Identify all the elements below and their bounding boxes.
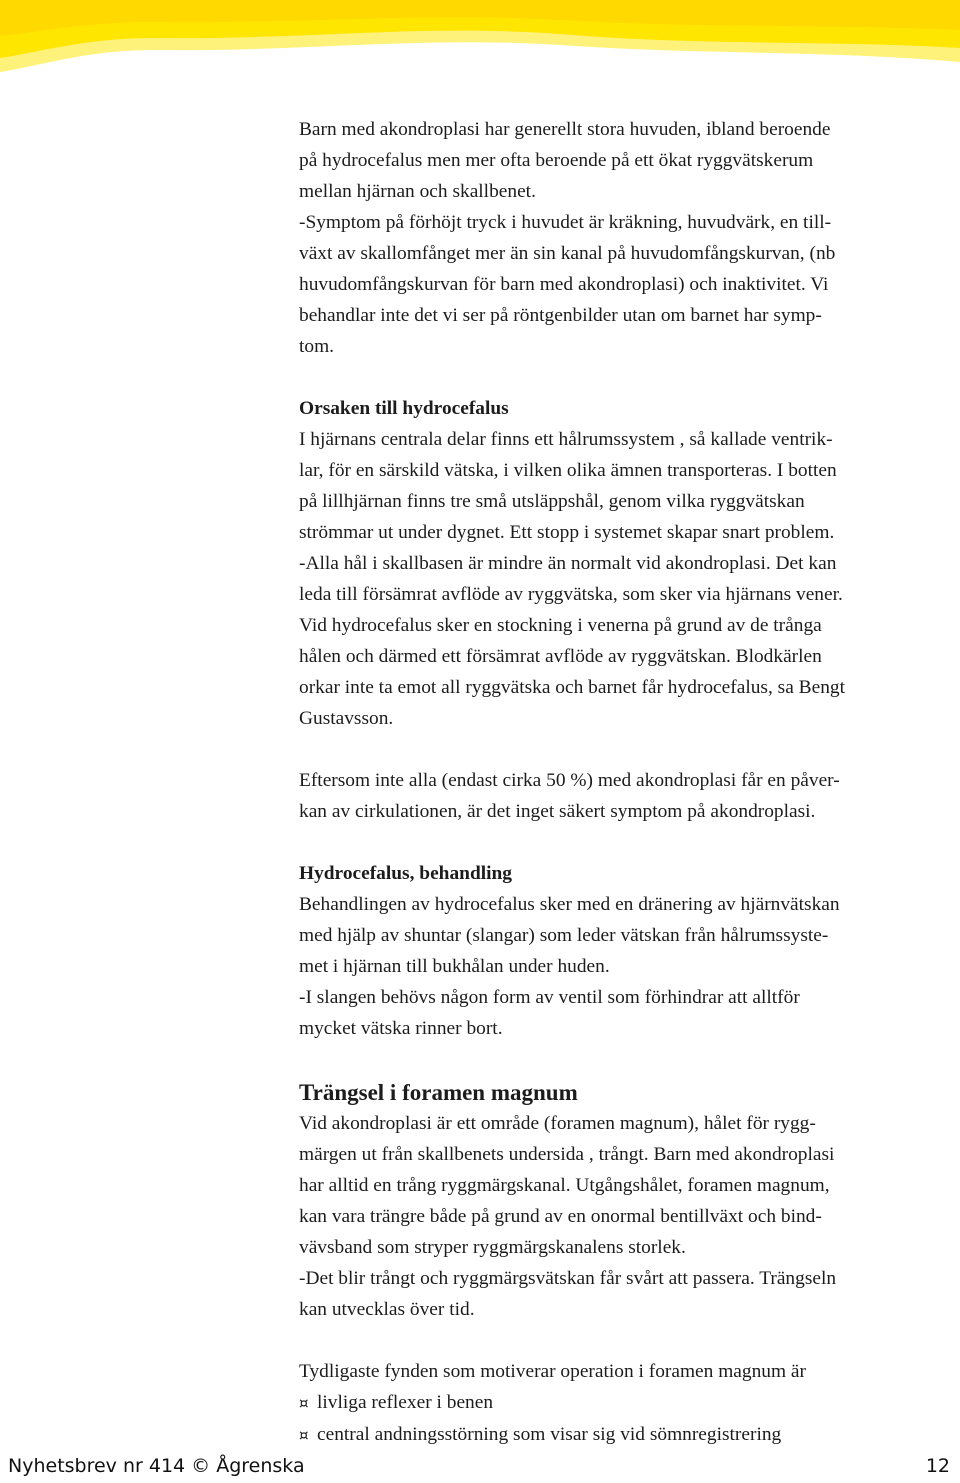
bullet-item	[299, 1387, 954, 1419]
text-line: mellan hjärnan och skallbenet.	[299, 181, 536, 202]
text-line: -Det blir trångt och ryggmärgsvätskan får svårt att passera. Trängseln	[299, 1268, 837, 1289]
yellow-banner	[0, 0, 960, 80]
page-number: 12	[925, 1455, 950, 1477]
text-line: -I slangen behövs någon form av ventil som förhindrar att alltför	[299, 987, 800, 1008]
text-line: vävsband som stryper ryggmärgskanalens storlek.	[299, 1237, 686, 1258]
text-line: kan vara trängre både på grund av en onormal bentillväxt och bind-	[299, 1206, 822, 1227]
text-line: med hjälp av shuntar (slangar) som leder vätskan från hålrumssyste-	[299, 925, 829, 946]
eftersom-paragraph	[299, 765, 954, 827]
text-line: har alltid en trång ryggmärgskanal. Utgångshålet, foramen magnum,	[299, 1175, 830, 1196]
text-line: Eftersom inte alla (endast cirka 50 %) med akondroplasi får en påver-	[299, 770, 840, 791]
section-heading-trangsel: Trängsel i foramen magnum	[299, 1080, 578, 1105]
fynd-intro: Tydligaste fynden som motiverar operation i foramen magnum är	[299, 1361, 806, 1382]
text-line: -Alla hål i skallbasen är mindre än normalt vid akondroplasi. Det kan	[299, 553, 837, 574]
bullet-icon: ¤	[299, 1426, 309, 1444]
text-line: lar, för en särskild vätska, i vilken olika ämnen transporteras. I botten	[299, 460, 837, 481]
bullet-text: livliga reflexer i benen	[317, 1392, 494, 1413]
fynd-section	[299, 1356, 954, 1451]
text-line: hålen och därmed ett försämrat avflöde av ryggvätskan. Blodkärlen	[299, 646, 822, 667]
text-line: mycket vätska rinner bort.	[299, 1018, 503, 1039]
text-line: på lillhjärnan finns tre små utsläppshål, genom vilka ryggvätskan	[299, 491, 805, 512]
text-line: Behandlingen av hydrocefalus sker med en dränering av hjärnvätskan	[299, 894, 840, 915]
text-line: strömmar ut under dygnet. Ett stopp i systemet skapar snart problem.	[299, 522, 835, 543]
text-line: kan av cirkulationen, är det inget säkert symptom på akondroplasi.	[299, 801, 816, 822]
text-line: på hydrocefalus men mer ofta beroende på ett ökat ryggvätskerum	[299, 150, 814, 171]
article-body	[299, 114, 954, 1451]
text-line: leda till försämrat avflöde av ryggvätska, som sker via hjärnans vener.	[299, 584, 843, 605]
section-heading-behandling: Hydrocefalus, behandling	[299, 863, 512, 884]
text-line: Vid akondroplasi är ett område (foramen magnum), hålet för rygg-	[299, 1113, 816, 1134]
section-heading-orsaken: Orsaken till hydrocefalus	[299, 398, 509, 419]
text-line: Barn med akondroplasi har generellt stora huvuden, ibland beroende	[299, 119, 831, 140]
text-line: orkar inte ta emot all ryggvätska och barnet får hydrocefalus, sa Bengt	[299, 677, 845, 698]
text-line: kan utvecklas över tid.	[299, 1299, 475, 1320]
text-line: Vid hydrocefalus sker en stockning i venerna på grund av de trånga	[299, 615, 822, 636]
text-line: växt av skallomfånget mer än sin kanal på huvudomfångskurvan, (nb	[299, 243, 836, 264]
behandling-section	[299, 858, 954, 1044]
bullet-icon: ¤	[299, 1394, 309, 1412]
intro-paragraph	[299, 114, 954, 362]
bullet-item	[299, 1419, 954, 1451]
text-line: huvudomfångskurvan för barn med akondroplasi) och inaktivitet. Vi	[299, 274, 829, 295]
footer-publication: Nyhetsbrev nr 414 © Ågrenska	[8, 1455, 305, 1477]
text-line: met i hjärnan till bukhålan under huden.	[299, 956, 610, 977]
text-line: tom.	[299, 336, 335, 357]
text-line: -Symptom på förhöjt tryck i huvudet är kräkning, huvudvärk, en till-	[299, 212, 832, 233]
text-line: Gustavsson.	[299, 708, 394, 729]
page-footer	[0, 1455, 960, 1483]
bullet-text: central andningsstörning som visar sig vid sömnregistrering	[317, 1424, 782, 1445]
text-line: I hjärnans centrala delar finns ett hålrumssystem , så kallade ventrik-	[299, 429, 833, 450]
text-line: behandlar inte det vi ser på röntgenbilder utan om barnet har symp-	[299, 305, 822, 326]
trangsel-section	[299, 1077, 954, 1325]
orsaken-section	[299, 393, 954, 734]
text-line: märgen ut från skallbenets undersida , trångt. Barn med akondroplasi	[299, 1144, 835, 1165]
